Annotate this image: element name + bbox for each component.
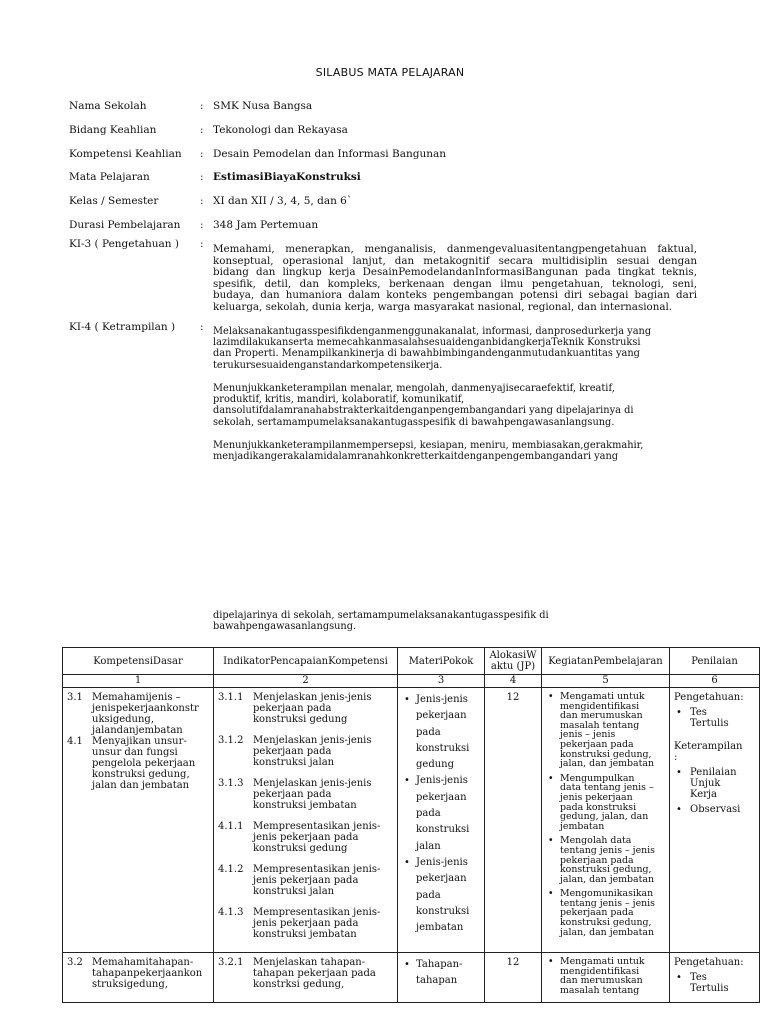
kd-number: 3.2 — [67, 957, 83, 968]
kegiatan-line: konstruksi gedung, — [560, 748, 652, 760]
identity-label: Mata Pelajaran — [69, 171, 150, 183]
indikator-line: pekerjaan pada — [253, 746, 332, 757]
penilaian-pengetahuan-list — [674, 972, 755, 994]
indikator-item — [218, 957, 393, 990]
penilaian-line: Kerja — [690, 789, 717, 800]
indikator-item — [218, 821, 393, 854]
kd-line: jenispekerjaankonstr — [92, 703, 199, 714]
indikator-content — [214, 953, 397, 1002]
indikator-item — [218, 692, 393, 725]
penilaian-content — [670, 953, 759, 996]
indikator-line: Menjelaskan jenis-jenis — [253, 735, 372, 746]
ki4-line: sekolah, sertamampumelaksanakantugasspesifik di bawahpengawasanlangsung. — [213, 416, 615, 428]
kegiatan-content — [542, 953, 669, 1002]
ki4-line: menjadikangerakalamidalamranahkonkretterkaitdenganpengembangandari yang — [213, 451, 619, 463]
materi-line: konstruksi — [416, 905, 470, 917]
ki4-line: produktif, kritis, mandiri, kolaboratif, komunikatif, — [213, 394, 465, 406]
ki4-line: terukursesuaidenganstandarkompetensikerja. — [213, 359, 443, 371]
ki4-continuation — [213, 610, 697, 632]
indikator-line: jenis pekerjaan pada — [253, 875, 359, 886]
cell-materi-pokok — [398, 953, 485, 1003]
kegiatan-line: • Mengumpulkan — [560, 772, 635, 784]
header-materi-pokok: MateriPokok — [398, 648, 485, 675]
indikator-number: 3.2.1 — [218, 957, 244, 968]
ki4-paragraph-1 — [213, 326, 697, 371]
header-alokasi-waktu — [485, 648, 542, 675]
ki4-continuation-line: bawahpengawasanlangsung. — [213, 621, 357, 633]
indikator-line: konstruksi jalan — [253, 757, 335, 768]
penilaian-line: • Penilaian — [690, 767, 737, 778]
indikator-line: Menjelaskan jenis-jenis — [253, 778, 372, 789]
kegiatan-line: pekerjaan pada — [560, 738, 634, 750]
alokasi-value: 12 — [506, 957, 520, 968]
column-number: 4 — [485, 675, 542, 688]
indikator-line: konstruksi gedung — [253, 714, 348, 725]
kegiatan-line: mengidentifikasi — [560, 965, 640, 977]
indikator-number: 4.1.3 — [218, 907, 244, 918]
ki3-line: keluarga, sekolah, dunia kerja, warga masyarakat nasional, regional, dan internasional. — [213, 300, 673, 313]
kegiatan-line: masalah tentang — [560, 984, 640, 996]
materi-item — [402, 957, 480, 990]
table-row — [63, 953, 760, 1003]
table-number-row — [63, 675, 760, 688]
identity-colon: : — [200, 148, 204, 160]
alokasi-value: 12 — [506, 692, 520, 703]
ki4-line: Melaksanakantugasspesifikdenganmenggunakanalat, informasi, danprosedurkerja yang — [213, 326, 652, 337]
materi-line: jembatan — [416, 922, 464, 934]
penilaian-item — [674, 804, 755, 815]
kegiatan-line: • Mengolah data — [560, 835, 632, 847]
table-header-row — [63, 648, 760, 675]
cell-alokasi-waktu — [485, 953, 542, 1003]
penilaian-pengetahuan-list — [674, 707, 755, 729]
kd-content — [63, 688, 213, 793]
kd-line: uksigedung, — [92, 714, 155, 725]
ki4-paragraph-2 — [213, 383, 697, 428]
materi-line: konstruksi — [416, 742, 470, 754]
kegiatan-list — [546, 692, 665, 937]
indikator-line: jenis pekerjaan pada — [253, 918, 359, 929]
penilaian-content — [670, 688, 759, 817]
penilaian-line: Tertulis — [690, 983, 729, 994]
kd-number: 3.1 — [67, 692, 83, 703]
kd-line: konstruksi gedung, — [92, 769, 190, 780]
kegiatan-line: tentang jenis – jenis — [560, 897, 655, 909]
materi-line: pada — [416, 889, 441, 901]
penilaian-keterampilan-list — [674, 767, 755, 815]
indikator-number: 3.1.1 — [218, 692, 244, 703]
kd-item — [67, 736, 209, 791]
kegiatan-line: • Mengomunikasikan — [560, 888, 654, 900]
identity-colon: : — [200, 219, 204, 231]
indikator-number: 3.1.2 — [218, 735, 244, 746]
ki4-line: lazimdilakukanserta memecahkanmasalahsesuaidenganbidangkerjaTeknik Konstruksi — [213, 337, 641, 349]
ki3-line: spesifik, detil, dan kompleks, berkenaan dengan ilmu pengetahuan, teknologi, seni, — [213, 277, 697, 290]
ki4-paragraph-3 — [213, 440, 697, 462]
indikator-line: pekerjaan pada — [253, 789, 332, 800]
indikator-line: Mempresentasikan jenis- — [253, 864, 381, 875]
indikator-line: pekerjaan pada — [253, 703, 332, 714]
indikator-line: Mempresentasikan jenis- — [253, 907, 381, 918]
identity-label: Durasi Pembelajaran — [69, 219, 181, 231]
cell-kegiatan — [542, 688, 670, 953]
ki3-line: Memahami, menerapkan, menganalisis, danmengevaluasitentangpengetahuan faktual, — [213, 243, 697, 255]
column-number: 2 — [214, 675, 398, 688]
penilaian-pengetahuan-label: Pengetahuan: — [674, 957, 744, 968]
materi-line: • Jenis-jenis — [416, 694, 468, 705]
table-body — [63, 688, 760, 1003]
header-kompetensi-dasar: KompetensiDasar — [63, 648, 214, 675]
kegiatan-list — [546, 957, 665, 995]
column-number: 3 — [398, 675, 485, 688]
identity-label: Kompetensi Keahlian — [69, 148, 182, 160]
kd-item — [67, 957, 209, 990]
cell-alokasi-waktu — [485, 688, 542, 953]
kd-line: unsur dan fungsi — [92, 747, 178, 758]
materi-line: pada — [416, 808, 441, 820]
indikator-line: tahapan pekerjaan pada — [253, 968, 376, 979]
indikator-line: Mempresentasikan jenis- — [253, 821, 381, 832]
kegiatan-line: jembatan — [560, 820, 605, 832]
kegiatan-line: tentang jenis – jenis — [560, 844, 655, 856]
header-penilaian: Penilaian — [670, 648, 760, 675]
penilaian-item — [674, 972, 755, 994]
kegiatan-item — [546, 692, 665, 769]
ki4-line: dan Properti. Menampilkankinerja di bawahbimbingandenganmutudankuantitas yang — [213, 348, 640, 360]
kd-item — [67, 692, 209, 736]
kd-number: 4.1 — [67, 736, 83, 747]
materi-line: • Tahapan- — [416, 959, 463, 970]
indikator-item — [218, 778, 393, 811]
kegiatan-line: konstruksi gedung, — [560, 917, 652, 929]
materi-content — [398, 953, 484, 992]
indikator-line: konstruksi jalan — [253, 886, 335, 897]
materi-item — [402, 855, 480, 936]
identity-colon: : — [200, 171, 204, 183]
materi-line: • Jenis-jenis — [416, 856, 468, 868]
ki4-colon: : — [200, 321, 204, 333]
penilaian-keterampilan-label — [674, 741, 755, 763]
materi-line: jalan — [416, 840, 441, 852]
kegiatan-line: dan merumuskan — [560, 710, 643, 722]
kegiatan-item — [546, 836, 665, 884]
identity-value: SMK Nusa Bangsa — [213, 100, 313, 112]
materi-line: pekerjaan — [416, 791, 467, 803]
kd-line: jalan dan jembatan — [92, 780, 190, 791]
header-kegiatan: KegiatanPembelajaran — [542, 648, 670, 675]
identity-colon: : — [200, 124, 204, 136]
kd-line: pengelola pekerjaan — [92, 758, 196, 769]
identity-label: Kelas / Semester — [69, 195, 159, 207]
kegiatan-line: pada konstruksi — [560, 801, 637, 813]
indikator-line: Menjelaskan tahapan- — [253, 957, 366, 968]
kegiatan-line: jenis pekerjaan — [560, 791, 633, 803]
indikator-line: konstruksi jembatan — [253, 929, 357, 940]
materi-item — [402, 773, 480, 854]
indikator-content — [214, 688, 397, 952]
kegiatan-line: jalan, dan jembatan — [560, 873, 655, 885]
penilaian-label-line: Keterampilan — [674, 741, 743, 752]
materi-item — [402, 692, 480, 773]
penilaian-pengetahuan-label: Pengetahuan: — [674, 692, 744, 703]
indikator-line: konstruksi gedung — [253, 843, 348, 854]
indikator-number: 3.1.3 — [218, 778, 244, 789]
ki4-label: KI-4 ( Ketrampilan ) — [69, 321, 176, 333]
cell-kompetensi-dasar — [63, 688, 214, 953]
materi-list — [402, 957, 480, 990]
kegiatan-line: • Mengamati untuk — [560, 691, 645, 702]
penilaian-gap — [674, 729, 755, 741]
kegiatan-line: mengidentifikasi — [560, 700, 640, 712]
materi-line: pekerjaan — [416, 710, 467, 722]
cell-indikator — [214, 688, 398, 953]
penilaian-line: Unjuk — [690, 778, 721, 789]
penilaian-line: • Tes — [690, 972, 707, 983]
kegiatan-line: data tentang jenis – — [560, 782, 654, 794]
cell-indikator — [214, 953, 398, 1003]
penilaian-line: • Observasi — [690, 804, 741, 815]
materi-content — [398, 688, 484, 938]
ki3-colon: : — [200, 238, 204, 250]
materi-line: • Jenis-jenis — [416, 775, 468, 787]
materi-line: gedung — [416, 759, 455, 771]
materi-line: pada — [416, 726, 441, 738]
cell-materi-pokok — [398, 688, 485, 953]
cell-kompetensi-dasar — [63, 953, 214, 1003]
kegiatan-line: dan merumuskan — [560, 975, 643, 987]
syllabus-table — [62, 647, 760, 1003]
identity-label: Nama Sekolah — [69, 100, 147, 112]
penilaian-item — [674, 767, 755, 800]
kegiatan-line: gedung, jalan, dan — [560, 811, 649, 823]
penilaian-label-line: : — [674, 752, 678, 763]
indikator-item — [218, 907, 393, 940]
header-alokasi-line: aktu (JP) — [490, 661, 536, 672]
indikator-line: konstruksi jembatan — [253, 800, 357, 811]
kd-line: Menyajikan unsur- — [92, 736, 187, 747]
kd-line: struksigedung, — [92, 979, 168, 990]
kegiatan-line: masalah tentang — [560, 719, 640, 731]
identity-colon: : — [200, 195, 204, 207]
identity-label: Bidang Keahlian — [69, 124, 157, 136]
materi-line: tahapan — [416, 975, 458, 987]
header-alokasi-line: AlokasiW — [489, 650, 537, 661]
materi-line: pekerjaan — [416, 873, 467, 885]
ki4-line: Menunjukkanketerampilan menalar, mengolah, danmenyajisecaraefektif, kreatif, — [213, 383, 615, 394]
kd-line: Memahamijenis – — [92, 692, 181, 703]
ki4-line: dansolutifdalamranahabstrakterkaitdenganpengembangandari yang dipelajarinya di — [213, 405, 634, 417]
kegiatan-line: jalan, dan jembatan — [560, 758, 655, 770]
kd-line: jalandanjembatan — [92, 725, 183, 736]
ki3-line: bidang dan lingkup kerja DesainPemodelandanInformasiBangunan pada tingkat teknis, — [213, 266, 697, 279]
kegiatan-content — [542, 688, 669, 944]
page-title: SILABUS MATA PELAJARAN — [315, 66, 465, 79]
kegiatan-line: jenis – jenis — [560, 729, 616, 741]
identity-value: EstimasiBiayaKonstruksi — [213, 171, 361, 183]
ki3-line: budaya, dan humaniora dalam konteks pengembangan potensi diri sebagai bagian dari — [213, 289, 697, 302]
kd-content — [63, 953, 213, 992]
indikator-item — [218, 864, 393, 897]
kegiatan-line: jalan, dan jembatan — [560, 926, 655, 938]
kegiatan-item — [546, 889, 665, 937]
identity-value: XI dan XII / 3, 4, 5, dan 6` — [213, 195, 353, 207]
identity-colon: : — [200, 100, 204, 112]
ki3-description — [213, 244, 697, 314]
ki3-label: KI-3 ( Pengetahuan ) — [69, 238, 179, 250]
identity-value: 348 Jam Pertemuan — [213, 219, 319, 231]
ki3-line: konseptual, operasional lanjut, dan metakognitif secara multidisiplin sesuai dengan — [213, 254, 697, 267]
header-indikator: IndikatorPencapaianKompetensi — [214, 648, 398, 675]
kd-line: tahapanpekerjaankon — [92, 968, 203, 979]
ki4-line: Menunjukkanketerampilanmempersepsi, kesiapan, meniru, membiasakan,gerakmahir, — [213, 440, 644, 451]
penilaian-line: Tertulis — [690, 718, 729, 729]
cell-penilaian — [670, 953, 760, 1003]
kegiatan-line: pekerjaan pada — [560, 854, 634, 866]
kegiatan-line: • Mengamati untuk — [560, 956, 645, 967]
penilaian-line: • Tes — [690, 707, 707, 718]
materi-line: konstruksi — [416, 824, 470, 836]
identity-value: Desain Pemodelan dan Informasi Bangunan — [213, 148, 447, 160]
kd-line: Memahamitahapan- — [92, 957, 194, 968]
ki4-continuation-line: dipelajarinya di sekolah, sertamampumelaksanakantugasspesifik di — [213, 610, 549, 621]
materi-list — [402, 692, 480, 936]
column-number: 1 — [63, 675, 214, 688]
indikator-number: 4.1.2 — [218, 864, 244, 875]
indikator-line: konstrksi gedung, — [253, 979, 345, 990]
column-number: 5 — [542, 675, 670, 688]
kegiatan-line: konstruksi gedung, — [560, 864, 652, 876]
cell-kegiatan — [542, 953, 670, 1003]
cell-penilaian — [670, 688, 760, 953]
indikator-number: 4.1.1 — [218, 821, 244, 832]
penilaian-item — [674, 707, 755, 729]
kegiatan-item — [546, 774, 665, 832]
indikator-line: jenis pekerjaan pada — [253, 832, 359, 843]
kegiatan-item — [546, 957, 665, 995]
table-row — [63, 688, 760, 953]
indikator-item — [218, 735, 393, 768]
identity-value: Tekonologi dan Rekayasa — [213, 124, 348, 136]
kegiatan-line: pekerjaan pada — [560, 907, 634, 919]
column-number: 6 — [670, 675, 760, 688]
indikator-line: Menjelaskan jenis-jenis — [253, 692, 372, 703]
